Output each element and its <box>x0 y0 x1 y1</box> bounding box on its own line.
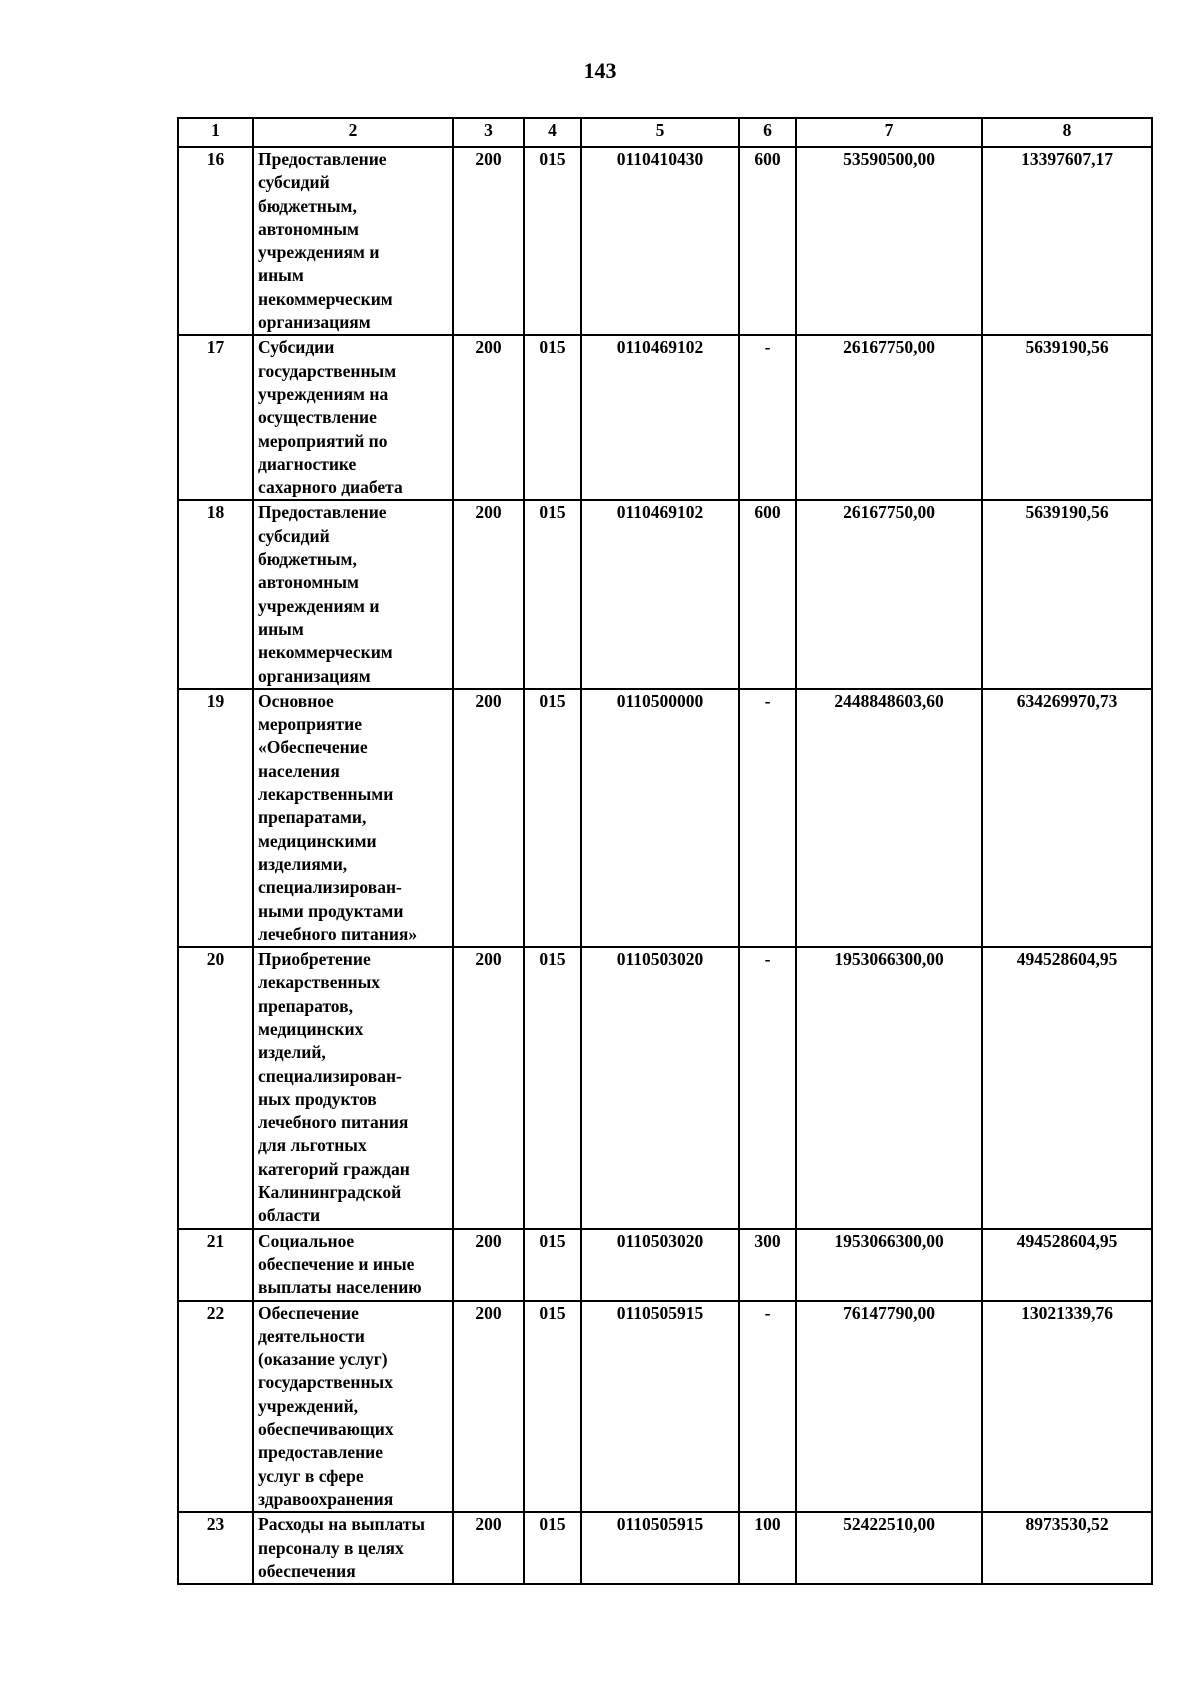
column-6-cell: - <box>739 947 796 1229</box>
item-name-line: Калининградской <box>258 1182 402 1203</box>
column-6-cell: - <box>739 335 796 500</box>
row-number-cell: 22 <box>178 1301 253 1513</box>
column-5-cell: 0110503020 <box>581 1229 739 1301</box>
item-name-line: иным <box>258 618 304 639</box>
column-3-cell: 200 <box>453 1512 524 1584</box>
column-7-cell: 52422510,00 <box>796 1512 982 1584</box>
column-5-cell: 0110505915 <box>581 1301 739 1513</box>
item-name-line: автономным <box>258 572 359 593</box>
item-name-line: организациям <box>258 312 371 333</box>
column-8-cell: 13021339,76 <box>982 1301 1152 1513</box>
table-row <box>178 947 1152 1229</box>
item-name-line: учреждениям и <box>258 595 380 616</box>
item-name-cell <box>253 1301 453 1513</box>
row-number-cell: 23 <box>178 1512 253 1584</box>
column-5-cell: 0110469102 <box>581 335 739 500</box>
column-6-cell: - <box>739 1301 796 1513</box>
item-name-line: Предоставление <box>258 502 387 523</box>
item-name-line: сахарного диабета <box>258 477 403 498</box>
item-name-cell <box>253 947 453 1229</box>
item-name-line: учреждениям и <box>258 242 380 263</box>
item-name-line: области <box>258 1205 321 1226</box>
item-name-line: лекарственными <box>258 784 394 805</box>
column-5-cell: 0110503020 <box>581 947 739 1229</box>
column-header-7: 7 <box>796 118 982 147</box>
item-name-line: бюджетным, <box>258 549 357 570</box>
table-row <box>178 147 1152 335</box>
column-3-cell: 200 <box>453 500 524 688</box>
item-name-line: Социальное <box>258 1230 355 1251</box>
item-name-line: автономным <box>258 218 359 239</box>
table-row <box>178 1301 1152 1513</box>
column-header-8: 8 <box>982 118 1152 147</box>
budget-table <box>177 117 1153 1585</box>
item-name-line: государственным <box>258 360 397 381</box>
column-3-cell: 200 <box>453 1229 524 1301</box>
column-header-6: 6 <box>739 118 796 147</box>
column-header-3: 3 <box>453 118 524 147</box>
table-body <box>178 147 1152 1584</box>
item-name-line: препаратами, <box>258 807 367 828</box>
column-4-cell: 015 <box>524 689 581 947</box>
page-number: 143 <box>583 58 617 83</box>
column-8-cell: 634269970,73 <box>982 689 1152 947</box>
item-name-line: субсидий <box>258 172 330 193</box>
item-name-line: деятельности <box>258 1325 365 1346</box>
item-name-line: Субсидии <box>258 337 335 358</box>
item-name-line: осуществление <box>258 407 377 428</box>
column-5-cell: 0110500000 <box>581 689 739 947</box>
item-name-line: лекарственных <box>258 972 381 993</box>
item-name-line: субсидий <box>258 525 330 546</box>
column-4-cell: 015 <box>524 1229 581 1301</box>
column-7-cell: 76147790,00 <box>796 1301 982 1513</box>
item-name-cell <box>253 689 453 947</box>
column-header-5: 5 <box>581 118 739 147</box>
column-4-cell: 015 <box>524 1512 581 1584</box>
item-name-line: мероприятие <box>258 714 362 735</box>
item-name-line: услуг в сфере <box>258 1465 364 1486</box>
item-name-line: бюджетным, <box>258 195 357 216</box>
row-number-cell: 16 <box>178 147 253 335</box>
item-name-line: специализирован- <box>258 1065 402 1086</box>
column-4-cell: 015 <box>524 147 581 335</box>
column-7-cell: 26167750,00 <box>796 335 982 500</box>
item-name-line: Основное <box>258 690 334 711</box>
item-name-line: Предоставление <box>258 149 387 169</box>
table-row <box>178 689 1152 947</box>
item-name-line: учреждениям на <box>258 383 389 404</box>
column-8-cell: 8973530,52 <box>982 1512 1152 1584</box>
item-name-line: обеспечивающих <box>258 1419 394 1440</box>
column-4-cell: 015 <box>524 1301 581 1513</box>
item-name-cell <box>253 335 453 500</box>
item-name-line: диагностике <box>258 453 357 474</box>
item-name-line: для льготных <box>258 1135 367 1156</box>
column-header-4: 4 <box>524 118 581 147</box>
row-number-cell: 17 <box>178 335 253 500</box>
item-name-line: изделиями, <box>258 853 348 874</box>
item-name-line: Расходы на выплаты <box>258 1514 425 1535</box>
item-name-line: предоставление <box>258 1442 384 1463</box>
item-name-line: лечебного питания» <box>258 923 418 944</box>
column-6-cell: 100 <box>739 1512 796 1584</box>
item-name-line: населения <box>258 760 340 781</box>
item-name-line: медицинских <box>258 1018 364 1039</box>
column-3-cell: 200 <box>453 335 524 500</box>
row-number-cell: 19 <box>178 689 253 947</box>
column-7-cell: 1953066300,00 <box>796 1229 982 1301</box>
item-name-line: ными продуктами <box>258 900 404 921</box>
table-header-row <box>178 118 1152 147</box>
item-name-line: Приобретение <box>258 949 371 970</box>
column-8-cell: 494528604,95 <box>982 1229 1152 1301</box>
column-5-cell: 0110469102 <box>581 500 739 688</box>
item-name-line: Обеспечение <box>258 1302 359 1323</box>
column-7-cell: 1953066300,00 <box>796 947 982 1229</box>
column-8-cell: 494528604,95 <box>982 947 1152 1229</box>
column-6-cell: 300 <box>739 1229 796 1301</box>
item-name-line: некоммерческим <box>258 288 393 309</box>
item-name-cell <box>253 1229 453 1301</box>
column-4-cell: 015 <box>524 500 581 688</box>
column-7-cell: 53590500,00 <box>796 147 982 335</box>
item-name-line: мероприятий по <box>258 430 388 451</box>
column-header-1: 1 <box>178 118 253 147</box>
column-7-cell: 2448848603,60 <box>796 689 982 947</box>
column-6-cell: - <box>739 689 796 947</box>
column-5-cell: 0110505915 <box>581 1512 739 1584</box>
item-name-line: некоммерческим <box>258 642 393 663</box>
column-6-cell: 600 <box>739 500 796 688</box>
item-name-line: изделий, <box>258 1042 326 1063</box>
column-7-cell: 26167750,00 <box>796 500 982 688</box>
column-4-cell: 015 <box>524 335 581 500</box>
item-name-line: (оказание услуг) <box>258 1349 388 1370</box>
item-name-line: персоналу в целях <box>258 1537 404 1558</box>
item-name-line: учреждений, <box>258 1395 359 1416</box>
item-name-line: обеспечение и иные <box>258 1253 415 1274</box>
item-name-line: государственных <box>258 1372 393 1393</box>
item-name-line: препаратов, <box>258 995 353 1016</box>
table-row <box>178 1512 1152 1584</box>
item-name-line: лечебного питания <box>258 1112 409 1133</box>
item-name-line: организациям <box>258 665 371 686</box>
item-name-cell <box>253 1512 453 1584</box>
item-name-line: обеспечения <box>258 1560 356 1581</box>
row-number-cell: 21 <box>178 1229 253 1301</box>
table-row <box>178 1229 1152 1301</box>
table-row <box>178 500 1152 688</box>
column-8-cell: 5639190,56 <box>982 335 1152 500</box>
column-3-cell: 200 <box>453 947 524 1229</box>
column-3-cell: 200 <box>453 147 524 335</box>
item-name-line: медицинскими <box>258 830 377 851</box>
row-number-cell: 20 <box>178 947 253 1229</box>
row-number-cell: 18 <box>178 500 253 688</box>
item-name-line: иным <box>258 265 304 286</box>
column-8-cell: 13397607,17 <box>982 147 1152 335</box>
column-3-cell: 200 <box>453 1301 524 1513</box>
item-name-cell <box>253 500 453 688</box>
item-name-line: «Обеспечение <box>258 737 368 758</box>
table-row <box>178 335 1152 500</box>
column-4-cell: 015 <box>524 947 581 1229</box>
item-name-line: ных продуктов <box>258 1088 377 1109</box>
item-name-cell <box>253 147 453 335</box>
item-name-line: категорий граждан <box>258 1158 410 1179</box>
item-name-line: выплаты населению <box>258 1277 422 1298</box>
column-6-cell: 600 <box>739 147 796 335</box>
column-8-cell: 5639190,56 <box>982 500 1152 688</box>
item-name-line: здравоохранения <box>258 1488 394 1509</box>
item-name-line: специализирован- <box>258 877 402 898</box>
column-header-2: 2 <box>253 118 453 147</box>
column-5-cell: 0110410430 <box>581 147 739 335</box>
column-3-cell: 200 <box>453 689 524 947</box>
